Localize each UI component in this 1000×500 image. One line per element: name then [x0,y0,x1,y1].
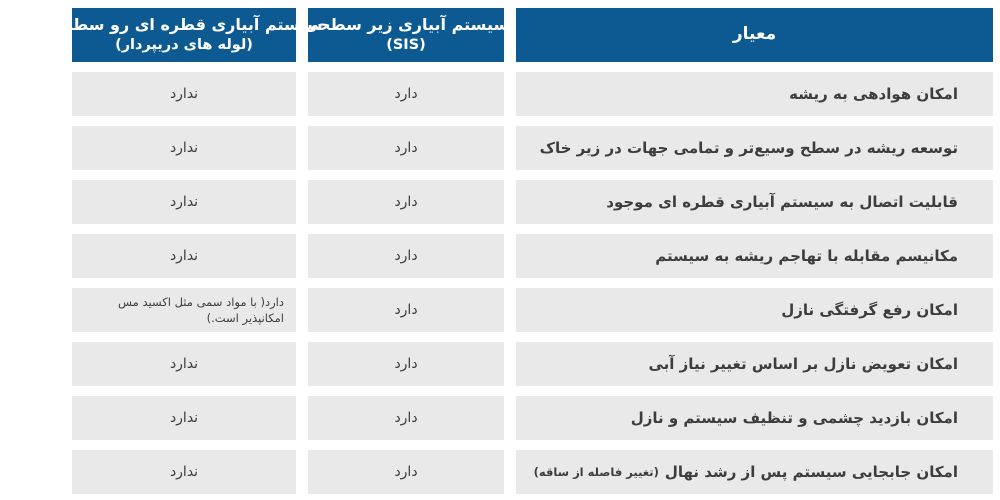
criteria-text: امکان جابجایی سیستم پس از رشد نهال [664,463,958,481]
criteria-cell-row1 [516,72,993,116]
criteria-text: توسعه ریشه در سطح وسیع‌تر و تمامی جهات در زیر خاک [539,139,958,157]
sis-value-row3: دارد [308,180,504,224]
sis-value-row1: دارد [308,72,504,116]
surface-value-row3: ندارد [72,180,296,224]
criteria-cell-row7 [516,396,993,440]
criteria-text: امکان هوادهی به ریشه [789,85,958,103]
surface-value-row7: ندارد [72,396,296,440]
sis-value-row2: دارد [308,126,504,170]
surface-value-row2: ندارد [72,126,296,170]
header-surface-line2: (لوله های دریپردار) [115,36,253,53]
criteria-cell-row6 [516,342,993,386]
surface-value-row4: ندارد [72,234,296,278]
header-criteria-label: معیار [732,24,777,45]
header-surface-line1: سیستم آبیاری قطره ای رو سطحی [45,15,323,35]
header-sis [302,8,510,62]
criteria-cell-row2 [516,126,993,170]
criteria-text: قابلیت اتصال به سیستم آبیاری قطره ای موجود [606,193,958,211]
sis-value-row5: دارد [308,288,504,332]
sis-value-row7: دارد [308,396,504,440]
surface-value-row6: ندارد [72,342,296,386]
criteria-cell-row8 [516,450,993,494]
sis-value-row6: دارد [308,342,504,386]
header-sis-line1: سیستم آبیاری زیر سطحی [302,15,510,35]
sis-value-row8: دارد [308,450,504,494]
irrigation-comparison-table [45,8,993,494]
criteria-text: مکانیسم مقابله با تهاجم ریشه به سیستم [655,247,958,265]
criteria-cell-row5 [516,288,993,332]
surface-value-row5: دارد( با مواد سمی مثل اکسید مس امکانپذیر است.) [72,288,296,332]
surface-value-row1: ندارد [72,72,296,116]
criteria-note: (تغییر فاصله از ساقه) [533,465,659,479]
criteria-text: امکان تعویض نازل بر اساس تغییر نیاز آبی [648,355,958,373]
criteria-cell-row3 [516,180,993,224]
criteria-cell-row4 [516,234,993,278]
sis-value-row4: دارد [308,234,504,278]
header-sis-line2: (SIS) [386,36,426,53]
criteria-text: امکان رفع گرفتگی نازل [781,301,958,319]
header-criteria [516,8,993,62]
header-surface-drip [45,8,323,62]
criteria-text: امکان بازدید چشمی و تنظیف سیستم و نازل [630,409,958,427]
surface-value-row8: ندارد [72,450,296,494]
